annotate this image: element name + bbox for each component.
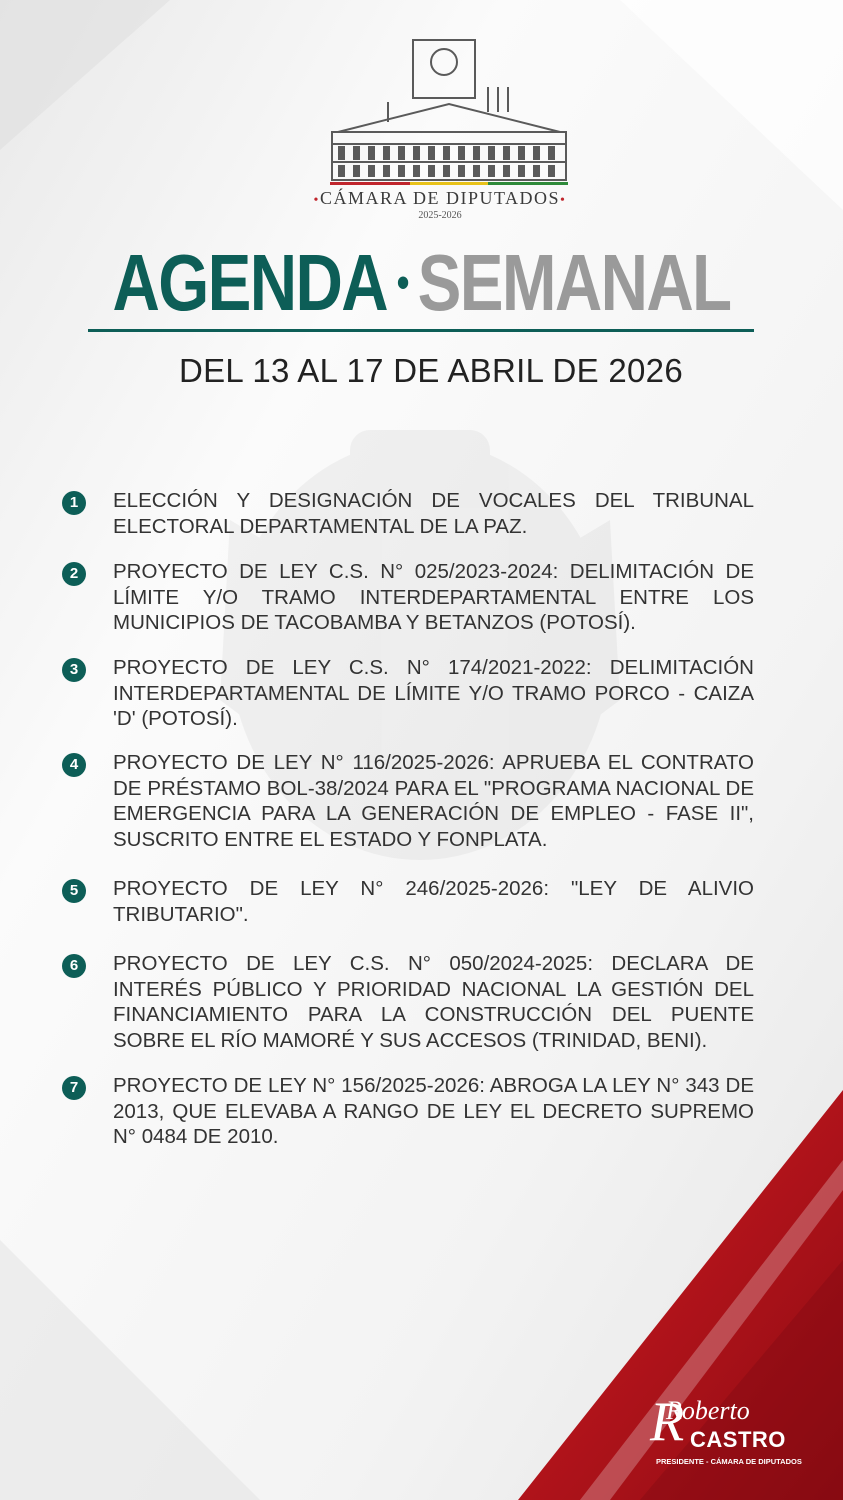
item-number-badge: 5 — [62, 879, 86, 903]
item-number-badge: 6 — [62, 954, 86, 978]
signature-r-flourish: R — [650, 1391, 685, 1453]
red-dot-icon: • — [313, 193, 320, 208]
item-text: PROYECTO DE LEY N° 116/2025-2026: APRUEBA EL CONTRATO DE PRÉSTAMO BOL-38/2024 PARA EL "PROGRAMA NACIONAL DE EMERGENCIA PARA LA GENERACIÓN DE EMPLEO - FASE II", SUSCRITO ENTRE EL ESTADO Y FONPLATA. — [113, 751, 754, 851]
item-text: ELECCIÓN Y DESIGNACIÓN DE VOCALES DEL TRIBUNAL ELECTORAL DEPARTAMENTAL DE LA PAZ. — [113, 489, 754, 538]
item-number-badge: 4 — [62, 753, 86, 777]
page-title — [76, 238, 767, 334]
signature-role: PRESIDENTE - CÁMARA DE DIPUTADOS — [656, 1457, 802, 1466]
signature-first-name: Roberto — [666, 1396, 750, 1425]
item-number-badge: 3 — [62, 658, 86, 682]
title-agenda: AGENDA — [112, 238, 387, 327]
item-number-badge: 1 — [62, 491, 86, 515]
chamber-years: 2025-2026 — [418, 210, 462, 221]
item-text: PROYECTO DE LEY N° 246/2025-2026: "LEY DE ALIVIO TRIBUTARIO". — [113, 877, 754, 926]
signature-last-name: CASTRO — [690, 1427, 786, 1452]
item-text: PROYECTO DE LEY N° 156/2025-2026: ABROGA LA LEY N° 343 DE 2013, QUE ELEVABA A RANGO DE LEY EL DECRETO SUPREMO N° 0484 DE 2010. — [113, 1074, 754, 1148]
item-number-badge: 2 — [62, 562, 86, 586]
title-divider — [88, 329, 754, 332]
item-number-badge: 7 — [62, 1076, 86, 1100]
red-dot-icon: • — [560, 193, 567, 208]
item-text: PROYECTO DE LEY C.S. N° 174/2021-2022: DELIMITACIÓN INTERDEPARTAMENTAL DE LÍMITE Y/O TRAMO PORCO - CAIZA 'D' (POTOSÍ). — [113, 656, 754, 730]
title-separator: • — [396, 257, 408, 307]
chamber-name-text: CÁMARA DE DIPUTADOS — [319, 188, 561, 208]
item-text: PROYECTO DE LEY C.S. N° 025/2023-2024: DELIMITACIÓN DE LÍMITE Y/O TRAMO INTERDEPARTAMENTAL ENTRE LOS MUNICIPIOS DE TACOBAMBA Y BETANZOS (POTOSÍ). — [113, 560, 754, 634]
chamber-name — [290, 188, 590, 209]
signature-logo — [648, 1391, 818, 1474]
date-range: DEL 13 AL 17 DE ABRIL DE 2026 — [178, 352, 683, 389]
item-text: PROYECTO DE LEY C.S. N° 050/2024-2025: DECLARA DE INTERÉS PÚBLICO Y PRIORIDAD NACIONAL LA GESTIÓN DEL FINANCIAMIENTO PARA LA CONSTRUCCIÓN DEL PUENTE SOBRE EL RÍO MAMORÉ Y SUS ACCESOS (TRINIDAD, BENI). — [113, 952, 754, 1052]
title-semanal: SEMANAL — [417, 238, 731, 327]
